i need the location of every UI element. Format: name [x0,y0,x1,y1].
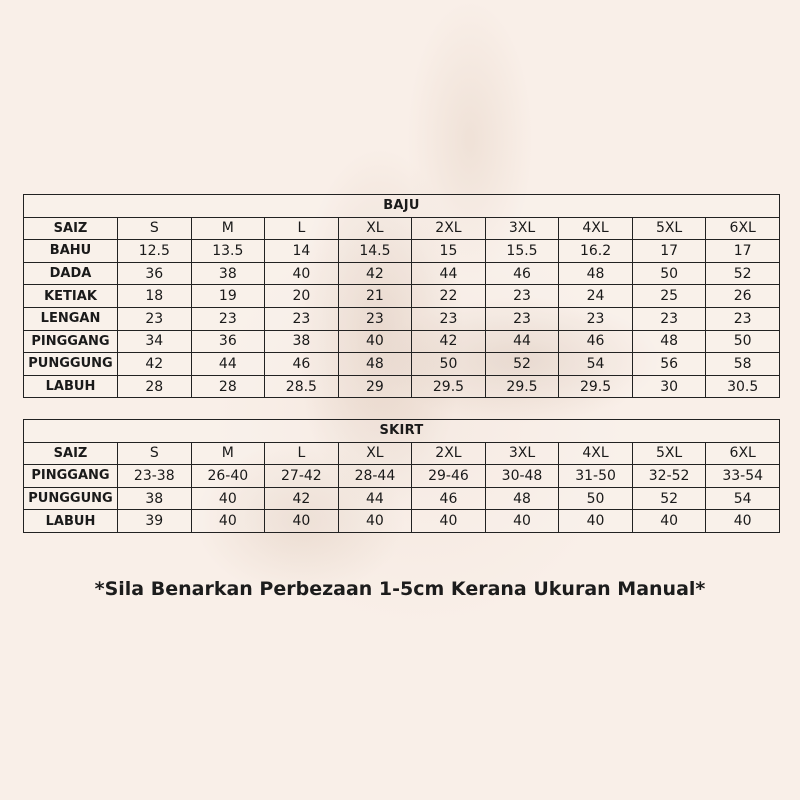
measurement-cell: 42 [118,353,192,376]
size-header-cell: 3XL [485,442,559,465]
size-header-row [24,442,780,465]
table-row [24,375,780,398]
measurement-cell: 48 [632,330,706,353]
measurement-cell: 46 [265,353,339,376]
table-row [24,353,780,376]
measurement-cell: 20 [265,285,339,308]
size-header-cell: 4XL [559,442,633,465]
table-title-row [24,420,780,443]
measurement-cell: 19 [191,285,265,308]
size-header-cell: 5XL [632,442,706,465]
table-row [24,330,780,353]
measurement-cell: 48 [485,487,559,510]
measurement-cell: 58 [706,353,780,376]
measurement-cell: 44 [338,487,412,510]
size-header-cell: XL [338,442,412,465]
size-header-cell: M [191,442,265,465]
table-title-row [24,195,780,218]
size-header-cell: 4XL [559,217,633,240]
measurement-cell: 23 [632,307,706,330]
size-header-row [24,217,780,240]
measurement-cell: 23-38 [118,465,192,488]
measurement-cell: 23 [338,307,412,330]
size-header-cell: 3XL [485,217,559,240]
measurement-cell: 39 [118,510,192,533]
size-header-cell: 5XL [632,217,706,240]
measurement-cell: 42 [412,330,486,353]
baju-size-table [23,194,780,398]
measurement-cell: 23 [191,307,265,330]
measurement-cell: 22 [412,285,486,308]
row-label: PUNGGUNG [24,487,118,510]
measurement-cell: 54 [559,353,633,376]
table-row [24,262,780,285]
row-label: SAIZ [24,442,118,465]
measurement-cell: 40 [632,510,706,533]
size-header-cell: L [265,442,339,465]
measurement-cell: 18 [118,285,192,308]
measurement-cell: 56 [632,353,706,376]
measurement-cell: 28 [191,375,265,398]
measurement-cell: 42 [338,262,412,285]
size-header-cell: S [118,442,192,465]
measurement-cell: 46 [412,487,486,510]
measurement-cell: 28 [118,375,192,398]
row-label: LABUH [24,510,118,533]
measurement-cell: 28.5 [265,375,339,398]
row-label: PUNGGUNG [24,353,118,376]
measurement-cell: 36 [118,262,192,285]
measurement-cell: 40 [191,510,265,533]
table-row [24,240,780,263]
size-header-cell: S [118,217,192,240]
measurement-cell: 29 [338,375,412,398]
measurement-cell: 50 [559,487,633,510]
measurement-cell: 21 [338,285,412,308]
measurement-cell: 48 [559,262,633,285]
size-header-cell: XL [338,217,412,240]
measurement-cell: 44 [412,262,486,285]
size-header-cell: 6XL [706,442,780,465]
measurement-cell: 50 [412,353,486,376]
measurement-cell: 27-42 [265,465,339,488]
measurement-cell: 29.5 [485,375,559,398]
measurement-cell: 24 [559,285,633,308]
table-title: BAJU [24,195,780,218]
measurement-cell: 40 [338,330,412,353]
measurement-cell: 17 [706,240,780,263]
measurement-cell: 14 [265,240,339,263]
measurement-cell: 38 [265,330,339,353]
measurement-cell: 26 [706,285,780,308]
size-header-cell: 2XL [412,217,486,240]
measurement-cell: 29-46 [412,465,486,488]
measurement-cell: 30.5 [706,375,780,398]
row-label: KETIAK [24,285,118,308]
measurement-cell: 33-54 [706,465,780,488]
measurement-cell: 23 [559,307,633,330]
measurement-cell: 40 [706,510,780,533]
measurement-cell: 40 [559,510,633,533]
measurement-cell: 23 [485,285,559,308]
measurement-cell: 40 [338,510,412,533]
measurement-cell: 31-50 [559,465,633,488]
size-header-cell: 6XL [706,217,780,240]
measurement-cell: 54 [706,487,780,510]
measurement-cell: 30 [632,375,706,398]
measurement-cell: 40 [265,262,339,285]
table-row [24,510,780,533]
measurement-cell: 25 [632,285,706,308]
measurement-cell: 52 [706,262,780,285]
measurement-cell: 52 [485,353,559,376]
row-label: PINGGANG [24,465,118,488]
measurement-cell: 13.5 [191,240,265,263]
measurement-cell: 28-44 [338,465,412,488]
measurement-cell: 23 [706,307,780,330]
measurement-cell: 17 [632,240,706,263]
measurement-cell: 23 [265,307,339,330]
measurement-cell: 50 [632,262,706,285]
measurement-cell: 44 [485,330,559,353]
measurement-cell: 26-40 [191,465,265,488]
measurement-cell: 23 [118,307,192,330]
measurement-cell: 34 [118,330,192,353]
measurement-cell: 23 [485,307,559,330]
measurement-cell: 46 [559,330,633,353]
size-header-cell: M [191,217,265,240]
measurement-cell: 15.5 [485,240,559,263]
row-label: LABUH [24,375,118,398]
measurement-cell: 40 [191,487,265,510]
table-row [24,487,780,510]
measurement-cell: 38 [118,487,192,510]
measurement-cell: 14.5 [338,240,412,263]
row-label: PINGGANG [24,330,118,353]
measurement-cell: 23 [412,307,486,330]
table-row [24,307,780,330]
measurement-cell: 38 [191,262,265,285]
size-header-cell: L [265,217,339,240]
row-label: DADA [24,262,118,285]
measurement-cell: 46 [485,262,559,285]
measurement-cell: 44 [191,353,265,376]
measurement-cell: 16.2 [559,240,633,263]
measurement-cell: 29.5 [559,375,633,398]
skirt-size-table [23,419,780,533]
measurement-cell: 12.5 [118,240,192,263]
row-label: BAHU [24,240,118,263]
measurement-cell: 48 [338,353,412,376]
row-label: LENGAN [24,307,118,330]
measurement-cell: 52 [632,487,706,510]
measurement-cell: 40 [265,510,339,533]
measurement-cell: 50 [706,330,780,353]
measurement-cell: 40 [485,510,559,533]
measurement-cell: 36 [191,330,265,353]
measurement-cell: 29.5 [412,375,486,398]
measurement-cell: 40 [412,510,486,533]
size-header-cell: 2XL [412,442,486,465]
measurement-cell: 32-52 [632,465,706,488]
measurement-cell: 15 [412,240,486,263]
measurement-note: *Sila Benarkan Perbezaan 1-5cm Kerana Ukuran Manual* [94,578,706,600]
row-label: SAIZ [24,217,118,240]
table-title: SKIRT [24,420,780,443]
measurement-cell: 42 [265,487,339,510]
table-row [24,285,780,308]
table-row [24,465,780,488]
measurement-cell: 30-48 [485,465,559,488]
